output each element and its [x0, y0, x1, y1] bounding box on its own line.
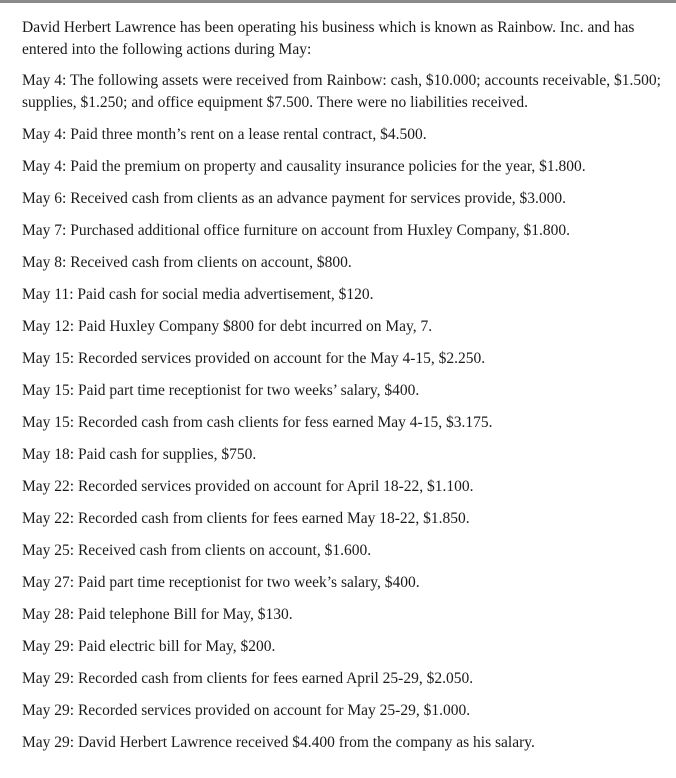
transaction-item: May 4: Paid the premium on property and causality insurance policies for the year, $1.800. — [22, 158, 586, 175]
transaction-item: May 15: Paid part time receptionist for two weeks’ salary, $400. — [22, 382, 420, 399]
transaction-item: May 15: Recorded cash from cash clients for fess earned May 4-15, $3.175. — [22, 414, 493, 431]
transaction-list — [22, 70, 662, 754]
document-body — [22, 17, 662, 764]
transaction-item: May 29: Recorded services provided on account for May 25-29, $1.000. — [22, 702, 471, 719]
transaction-item: May 11: Paid cash for social media advertisement, $120. — [22, 286, 374, 303]
transaction-item: May 27: Paid part time receptionist for two week’s salary, $400. — [22, 574, 420, 591]
transaction-item: May 6: Received cash from clients as an advance payment for services provide, $3.000. — [22, 190, 567, 207]
transaction-item: May 29: David Herbert Lawrence received $4.400 from the company as his salary. — [22, 734, 535, 751]
transaction-item: May 7: Purchased additional office furniture on account from Huxley Company, $1.800. — [22, 222, 570, 239]
transaction-item: May 8: Received cash from clients on account, $800. — [22, 254, 352, 271]
intro-paragraph: David Herbert Lawrence has been operating his business which is known as Rainbow. Inc. and has entered into the following actions during May: — [22, 19, 635, 58]
transaction-item: May 28: Paid telephone Bill for May, $130. — [22, 606, 293, 623]
transaction-item: May 4: The following assets were received from Rainbow: cash, $10.000; accounts receivable, $1.500; supplies, $1.250; and office equipment $7.500. There were no liabilities received. — [22, 72, 661, 111]
transaction-item: May 29: Recorded cash from clients for fees earned April 25-29, $2.050. — [22, 670, 474, 687]
transaction-item: May 18: Paid cash for supplies, $750. — [22, 446, 257, 463]
transaction-item: May 29: Paid electric bill for May, $200. — [22, 638, 276, 655]
transaction-item: May 12: Paid Huxley Company $800 for debt incurred on May, 7. — [22, 318, 433, 335]
transaction-item: May 4: Paid three month’s rent on a lease rental contract, $4.500. — [22, 126, 427, 143]
transaction-item: May 25: Received cash from clients on account, $1.600. — [22, 542, 372, 559]
transaction-item: May 22: Recorded cash from clients for fees earned May 18-22, $1.850. — [22, 510, 470, 527]
transaction-item: May 15: Recorded services provided on account for the May 4-15, $2.250. — [22, 350, 486, 367]
top-divider — [0, 0, 676, 3]
transaction-item: May 22: Recorded services provided on account for April 18-22, $1.100. — [22, 478, 474, 495]
